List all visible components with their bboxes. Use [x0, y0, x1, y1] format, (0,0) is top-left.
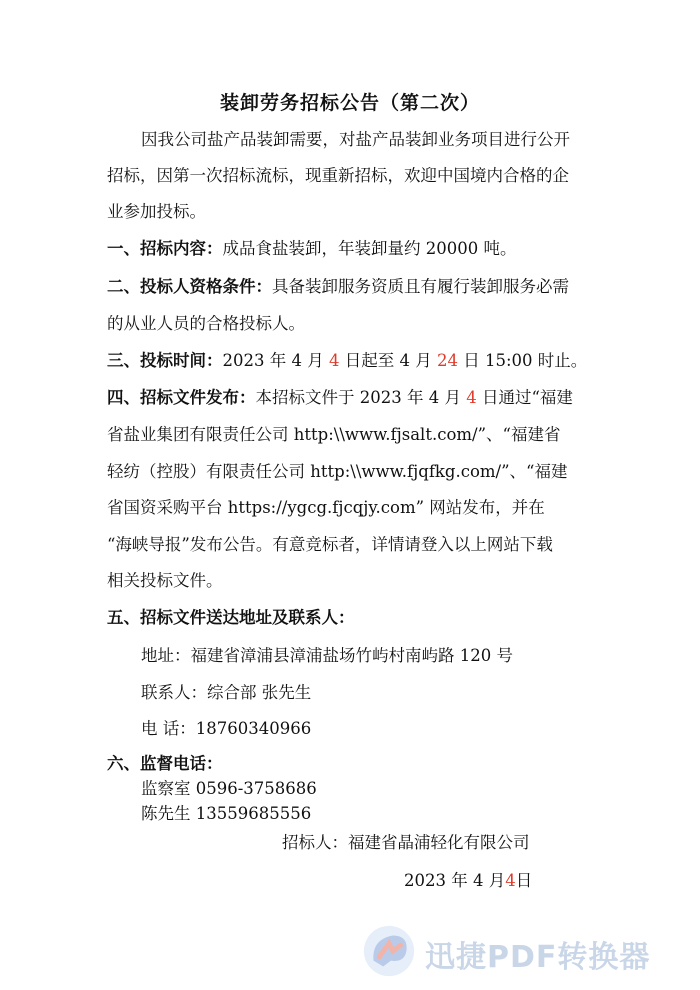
section-3-start-day: 4 [328, 351, 340, 370]
section-3 [107, 349, 587, 373]
date [404, 869, 532, 893]
date-text-b: 日 [515, 871, 533, 890]
section-4-line-6: 相关投标文件。 [107, 571, 223, 590]
section-1-label: 一、招标内容： [107, 239, 223, 258]
intro-line-2: 招标，因第一次招标流标，现重新招标，欢迎中国境内合格的企 [107, 166, 569, 185]
section-6-label: 六、监督电话： [107, 754, 223, 773]
section-4-text-a: 本招标文件于 2023 年 4 月 [255, 388, 467, 407]
section-3-label: 三、投标时间： [107, 351, 223, 370]
section-2-label: 二、投标人资格条件： [107, 277, 272, 296]
intro-line-1: 因我公司盐产品装卸需要，对盐产品装卸业务项目进行公开 [141, 130, 570, 149]
section-2-text: 具备装卸服务资质且有履行装卸服务必需 [272, 277, 569, 296]
section-5-address: 地址：福建省漳浦县漳浦盐场竹屿村南屿路 120 号 [141, 646, 513, 665]
watermark-text: 迅捷PDF转换器 [425, 940, 651, 975]
date-day: 4 [505, 871, 516, 890]
watermark [355, 920, 695, 980]
section-3-end-day: 24 [436, 351, 458, 370]
section-4-line-4: 省国资采购平台 https://ygcg.fjcqjy.com” 网站发布，并在 [107, 498, 545, 517]
page-title: 装卸劳务招标公告（第二次） [219, 92, 480, 114]
section-2-line-2: 的从业人员的合格投标人。 [107, 314, 305, 333]
section-3-text-c: 日 15:00 时止。 [457, 351, 588, 370]
section-5-contact: 联系人：综合部 张先生 [141, 683, 312, 702]
section-3-text-a: 2023 年 4 月 [222, 351, 329, 370]
section-5-label: 五、招标文件送达地址及联系人： [107, 608, 355, 627]
section-4-label: 四、招标文件发布： [107, 388, 256, 407]
section-6-row-1: 监察室 0596-3758686 [141, 779, 317, 798]
section-4 [107, 386, 573, 410]
section-6-row-2: 陈先生 13559685556 [141, 804, 312, 823]
section-4-day: 4 [466, 388, 477, 407]
section-2 [107, 275, 569, 299]
intro-line-3: 业参加投标。 [107, 202, 206, 221]
section-1 [107, 237, 516, 261]
section-1-text: 成品食盐装卸，年装卸量约 20000 吨。 [222, 239, 517, 258]
section-5-phone: 电 话：18760340966 [141, 719, 312, 738]
section-3-text-b: 日起至 4 月 [339, 351, 437, 370]
section-4-line-5: “海峡导报”发布公告。有意竞标者，详情请登入以上网站下载 [107, 535, 553, 554]
date-text-a: 2023 年 4 月 [404, 871, 506, 890]
section-4-line-3: 轻纺（控股）有限责任公司 http:\\www.fjqfkg.com/”、“福建 [107, 462, 568, 481]
section-4-text-b: 日通过“福建 [476, 388, 573, 407]
watermark-logo-icon [360, 922, 418, 980]
signature: 招标人：福建省晶浦轻化有限公司 [282, 833, 530, 852]
section-4-line-2: 省盐业集团有限责任公司 http:\\www.fjsalt.com/”、“福建省 [107, 425, 561, 444]
